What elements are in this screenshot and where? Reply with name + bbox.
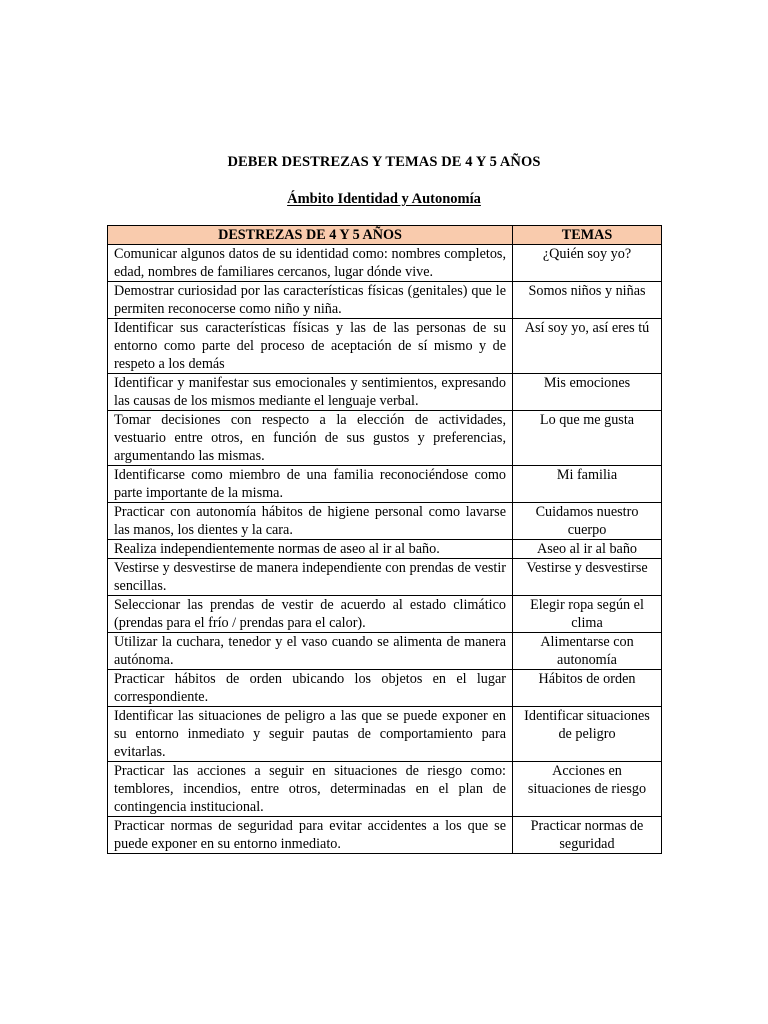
- skill-cell: Identificar las situaciones de peligro a las que se puede exponer en su entorno inmediato y seguir pautas de comportamiento para evitarlas.: [108, 707, 513, 762]
- topic-cell: Somos niños y niñas: [513, 282, 662, 319]
- header-skills: DESTREZAS DE 4 Y 5 AÑOS: [108, 226, 513, 245]
- skill-cell: Identificarse como miembro de una familia reconociéndose como parte importante de la misma.: [108, 466, 513, 503]
- header-topics: TEMAS: [513, 226, 662, 245]
- skill-cell: Identificar y manifestar sus emocionales y sentimientos, expresando las causas de los mismos mediante el lenguaje verbal.: [108, 374, 513, 411]
- skill-cell: Comunicar algunos datos de su identidad como: nombres completos, edad, nombres de familiares cercanos, lugar dónde vive.: [108, 245, 513, 282]
- skills-table-header: [108, 226, 662, 245]
- skill-cell: Utilizar la cuchara, tenedor y el vaso cuando se alimenta de manera autónoma.: [108, 633, 513, 670]
- table-row: [108, 559, 662, 596]
- topic-cell: Identificar situaciones de peligro: [513, 707, 662, 762]
- skill-cell: Practicar con autonomía hábitos de higiene personal como lavarse las manos, los dientes y la cara.: [108, 503, 513, 540]
- table-row: [108, 707, 662, 762]
- table-row: [108, 374, 662, 411]
- table-row: [108, 466, 662, 503]
- topic-cell: Mis emociones: [513, 374, 662, 411]
- topic-cell: Aseo al ir al baño: [513, 540, 662, 559]
- table-row: [108, 503, 662, 540]
- table-row: [108, 596, 662, 633]
- skill-cell: Seleccionar las prendas de vestir de acuerdo al estado climático (prendas para el frío / prendas para el calor).: [108, 596, 513, 633]
- table-row: [108, 817, 662, 854]
- skills-table-body: [108, 245, 662, 854]
- topic-cell: Hábitos de orden: [513, 670, 662, 707]
- topic-cell: Elegir ropa según el clima: [513, 596, 662, 633]
- table-row: [108, 282, 662, 319]
- document-subtitle: Ámbito Identidad y Autonomía: [287, 191, 481, 207]
- skills-table: [107, 225, 662, 854]
- skill-cell: Identificar sus características físicas y las de las personas de su entorno como parte del proceso de aceptación de sí mismo y de respeto a los demás: [108, 319, 513, 374]
- skill-cell: Tomar decisiones con respecto a la elección de actividades, vestuario entre otros, en función de sus gustos y preferencias, argumentando las mismas.: [108, 411, 513, 466]
- skill-cell: Vestirse y desvestirse de manera independiente con prendas de vestir sencillas.: [108, 559, 513, 596]
- table-row: [108, 540, 662, 559]
- topic-cell: Así soy yo, así eres tú: [513, 319, 662, 374]
- topic-cell: Alimentarse con autonomía: [513, 633, 662, 670]
- table-row: [108, 633, 662, 670]
- table-row: [108, 762, 662, 817]
- skill-cell: Practicar las acciones a seguir en situaciones de riesgo como: temblores, incendios, entre otros, determinadas en el plan de contingencia institucional.: [108, 762, 513, 817]
- topic-cell: Acciones en situaciones de riesgo: [513, 762, 662, 817]
- skill-cell: Demostrar curiosidad por las características físicas (genitales) que le permiten reconocerse como niño y niña.: [108, 282, 513, 319]
- topic-cell: Mi familia: [513, 466, 662, 503]
- skill-cell: Practicar hábitos de orden ubicando los objetos en el lugar correspondiente.: [108, 670, 513, 707]
- topic-cell: ¿Quién soy yo?: [513, 245, 662, 282]
- topic-cell: Cuidamos nuestro cuerpo: [513, 503, 662, 540]
- table-row: [108, 670, 662, 707]
- header-row: [108, 226, 662, 245]
- table-row: [108, 319, 662, 374]
- document-title: DEBER DESTREZAS Y TEMAS DE 4 Y 5 AÑOS: [227, 154, 541, 170]
- skill-cell: Practicar normas de seguridad para evitar accidentes a los que se puede exponer en su entorno inmediato.: [108, 817, 513, 854]
- table-row: [108, 245, 662, 282]
- topic-cell: Vestirse y desvestirse: [513, 559, 662, 596]
- topic-cell: Lo que me gusta: [513, 411, 662, 466]
- topic-cell: Practicar normas de seguridad: [513, 817, 662, 854]
- table-row: [108, 411, 662, 466]
- skill-cell: Realiza independientemente normas de aseo al ir al baño.: [108, 540, 513, 559]
